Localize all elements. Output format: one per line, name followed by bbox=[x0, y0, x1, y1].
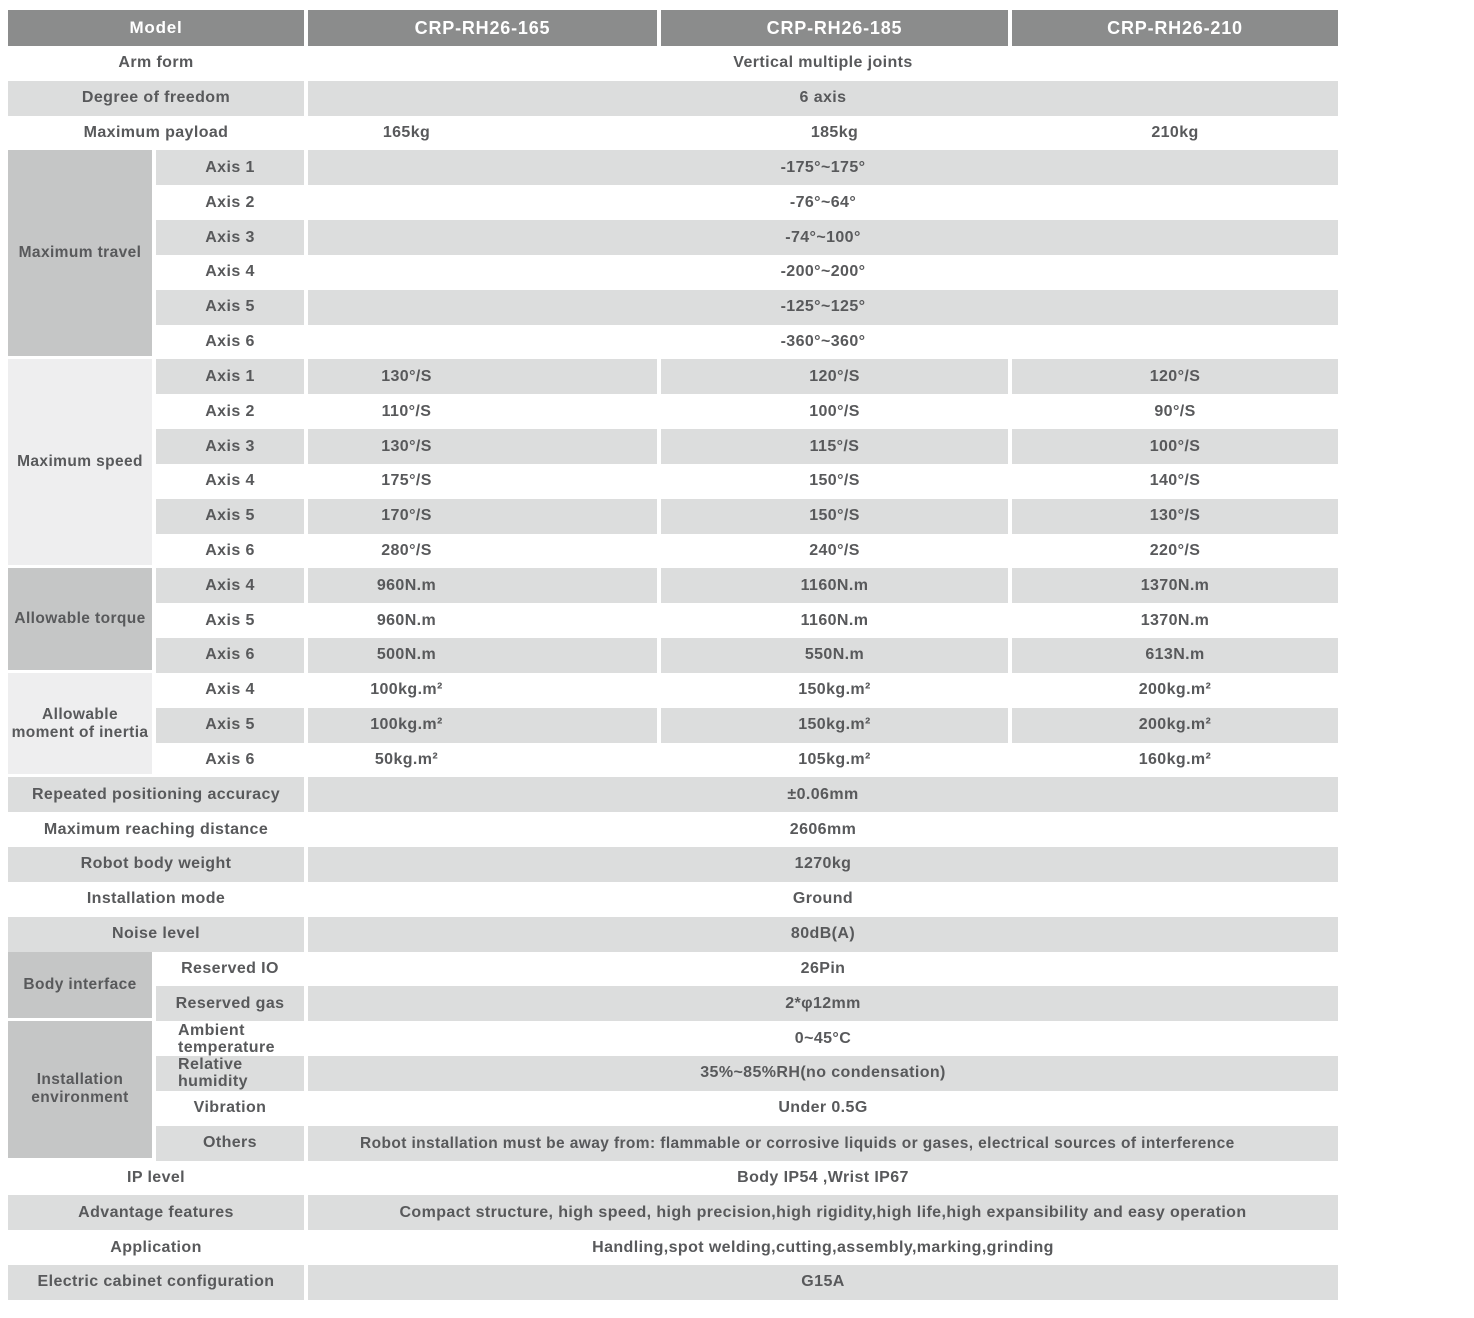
value-cell: 35%~85%RH(no condensation) bbox=[308, 1056, 1338, 1091]
value-cell: 100°/S bbox=[809, 402, 860, 420]
value-cell: 1270kg bbox=[308, 847, 1338, 882]
value-cell: 280°/S bbox=[381, 542, 432, 559]
row-label: Repeated positioning accuracy bbox=[8, 777, 304, 812]
value-cell: -360°~360° bbox=[780, 333, 866, 351]
header-model-label: Model bbox=[8, 10, 304, 46]
value-cell: 120°/S bbox=[661, 359, 1008, 394]
group-label: Body interface bbox=[8, 952, 152, 1022]
value-cell: Ground bbox=[792, 890, 854, 908]
value-cell: 150°/S bbox=[661, 499, 1008, 534]
value-cell: Robot installation must be away from: flammable or corrosive liquids or gases, electrical sources of interference bbox=[308, 1126, 1338, 1161]
value-cell: Handling,spot welding,cutting,assembly,marking,grinding bbox=[592, 1238, 1054, 1256]
value-cell: 1160N.m bbox=[800, 611, 869, 629]
value-cell: 6 axis bbox=[308, 81, 1338, 116]
value-cell: 210kg bbox=[1151, 124, 1199, 142]
row-label: Degree of freedom bbox=[8, 81, 304, 116]
value-cell: 2606mm bbox=[789, 820, 857, 838]
value-cell: 105kg.m² bbox=[798, 750, 871, 768]
row-label: Maximum payload bbox=[83, 124, 229, 142]
row-label: Robot body weight bbox=[8, 847, 304, 882]
row-label: Application bbox=[110, 1238, 202, 1256]
value-cell: 960N.m bbox=[376, 611, 437, 629]
value-cell: Under 0.5G bbox=[778, 1099, 868, 1117]
value-cell: 240°/S bbox=[809, 542, 860, 559]
value-cell: 550N.m bbox=[661, 638, 1008, 673]
value-cell: 115°/S bbox=[661, 429, 1008, 464]
value-cell: 80dB(A) bbox=[308, 917, 1338, 952]
value-cell: ±0.06mm bbox=[308, 777, 1338, 812]
value-cell: 185kg bbox=[810, 124, 859, 142]
axis-label: Axis 5 bbox=[205, 611, 255, 629]
value-cell: 50kg.m² bbox=[374, 750, 439, 768]
axis-label: Axis 6 bbox=[156, 638, 304, 673]
value-cell: 1370N.m bbox=[1012, 568, 1338, 603]
value-cell: Body IP54 ,Wrist IP67 bbox=[737, 1168, 909, 1186]
value-cell: 100kg.m² bbox=[370, 681, 443, 699]
value-cell: 1370N.m bbox=[1140, 611, 1210, 629]
value-cell: 120°/S bbox=[1012, 359, 1338, 394]
value-cell: 220°/S bbox=[1149, 542, 1201, 559]
value-cell: 150°/S bbox=[809, 472, 860, 490]
axis-label: Reserved IO bbox=[181, 959, 279, 977]
spec-table bbox=[8, 10, 1338, 1300]
row-label: IP level bbox=[126, 1168, 186, 1186]
group-label: Maximum travel bbox=[8, 150, 152, 359]
axis-label: Axis 6 bbox=[205, 750, 255, 768]
axis-label: Vibration bbox=[193, 1099, 267, 1117]
value-cell: 130°/S bbox=[308, 429, 657, 464]
row-label: Advantage features bbox=[8, 1195, 304, 1230]
value-cell: Compact structure, high speed, high precision,high rigidity,high life,high expansibility and easy operation bbox=[308, 1195, 1338, 1230]
value-cell: 0~45°C bbox=[794, 1029, 852, 1047]
header-model-crp-rh26-210: CRP-RH26-210 bbox=[1012, 10, 1338, 46]
axis-label: Axis 4 bbox=[205, 263, 255, 281]
axis-label: Axis 5 bbox=[156, 290, 304, 325]
value-cell: 613N.m bbox=[1012, 638, 1338, 673]
group-label: Allowable torque bbox=[8, 568, 152, 672]
axis-label: Reserved gas bbox=[156, 986, 304, 1021]
axis-label: Axis 3 bbox=[156, 429, 304, 464]
axis-label: Axis 6 bbox=[205, 542, 255, 559]
axis-label: Relative humidity bbox=[156, 1056, 304, 1091]
value-cell: 160kg.m² bbox=[1138, 750, 1212, 768]
row-label: Maximum reaching distance bbox=[43, 820, 269, 838]
row-label: Installation mode bbox=[86, 890, 226, 908]
axis-label: Axis 4 bbox=[156, 568, 304, 603]
value-cell: 110°/S bbox=[381, 402, 432, 420]
value-cell: 200kg.m² bbox=[1012, 708, 1338, 743]
axis-label: Axis 1 bbox=[156, 359, 304, 394]
value-cell: 1160N.m bbox=[661, 568, 1008, 603]
value-cell: 175°/S bbox=[381, 472, 432, 490]
value-cell: 130°/S bbox=[1012, 499, 1338, 534]
value-cell: 90°/S bbox=[1154, 402, 1196, 420]
value-cell: 130°/S bbox=[308, 359, 657, 394]
value-cell: -200°~200° bbox=[780, 263, 866, 281]
value-cell: 165kg bbox=[382, 124, 431, 142]
value-cell: 2*φ12mm bbox=[308, 986, 1338, 1021]
axis-label: Axis 1 bbox=[156, 150, 304, 185]
value-cell: Vertical multiple joints bbox=[733, 54, 913, 72]
row-label: Electric cabinet configuration bbox=[8, 1265, 304, 1300]
value-cell: 200kg.m² bbox=[1138, 681, 1212, 699]
axis-label: Axis 2 bbox=[205, 402, 255, 420]
group-label: Installation environment bbox=[8, 1021, 152, 1160]
row-label: Noise level bbox=[8, 917, 304, 952]
value-cell: -76°~64° bbox=[789, 193, 857, 211]
header-model-crp-rh26-165: CRP-RH26-165 bbox=[308, 10, 657, 46]
value-cell: 100°/S bbox=[1012, 429, 1338, 464]
row-label: Arm form bbox=[118, 54, 194, 72]
axis-label: Axis 6 bbox=[205, 333, 255, 351]
group-label: Maximum speed bbox=[8, 359, 152, 568]
axis-label: Axis 5 bbox=[156, 499, 304, 534]
axis-label: Axis 5 bbox=[156, 708, 304, 743]
axis-label: Axis 4 bbox=[205, 472, 255, 490]
group-label: Allowable moment of inertia bbox=[8, 673, 152, 777]
axis-label: Axis 3 bbox=[156, 220, 304, 255]
value-cell: 500N.m bbox=[308, 638, 657, 673]
header-model-crp-rh26-185: CRP-RH26-185 bbox=[661, 10, 1008, 46]
value-cell: -175°~175° bbox=[308, 150, 1338, 185]
value-cell: 100kg.m² bbox=[308, 708, 657, 743]
value-cell: 170°/S bbox=[308, 499, 657, 534]
value-cell: G15A bbox=[308, 1265, 1338, 1300]
value-cell: 150kg.m² bbox=[798, 681, 871, 699]
value-cell: 140°/S bbox=[1149, 472, 1201, 490]
value-cell: -125°~125° bbox=[308, 290, 1338, 325]
value-cell: 26Pin bbox=[800, 959, 846, 977]
value-cell: 960N.m bbox=[308, 568, 657, 603]
value-cell: -74°~100° bbox=[308, 220, 1338, 255]
axis-label: Axis 4 bbox=[205, 681, 255, 699]
axis-label: Axis 2 bbox=[205, 193, 255, 211]
axis-label: Ambient temperature bbox=[178, 1021, 275, 1056]
value-cell: 150kg.m² bbox=[661, 708, 1008, 743]
axis-label: Others bbox=[156, 1126, 304, 1161]
